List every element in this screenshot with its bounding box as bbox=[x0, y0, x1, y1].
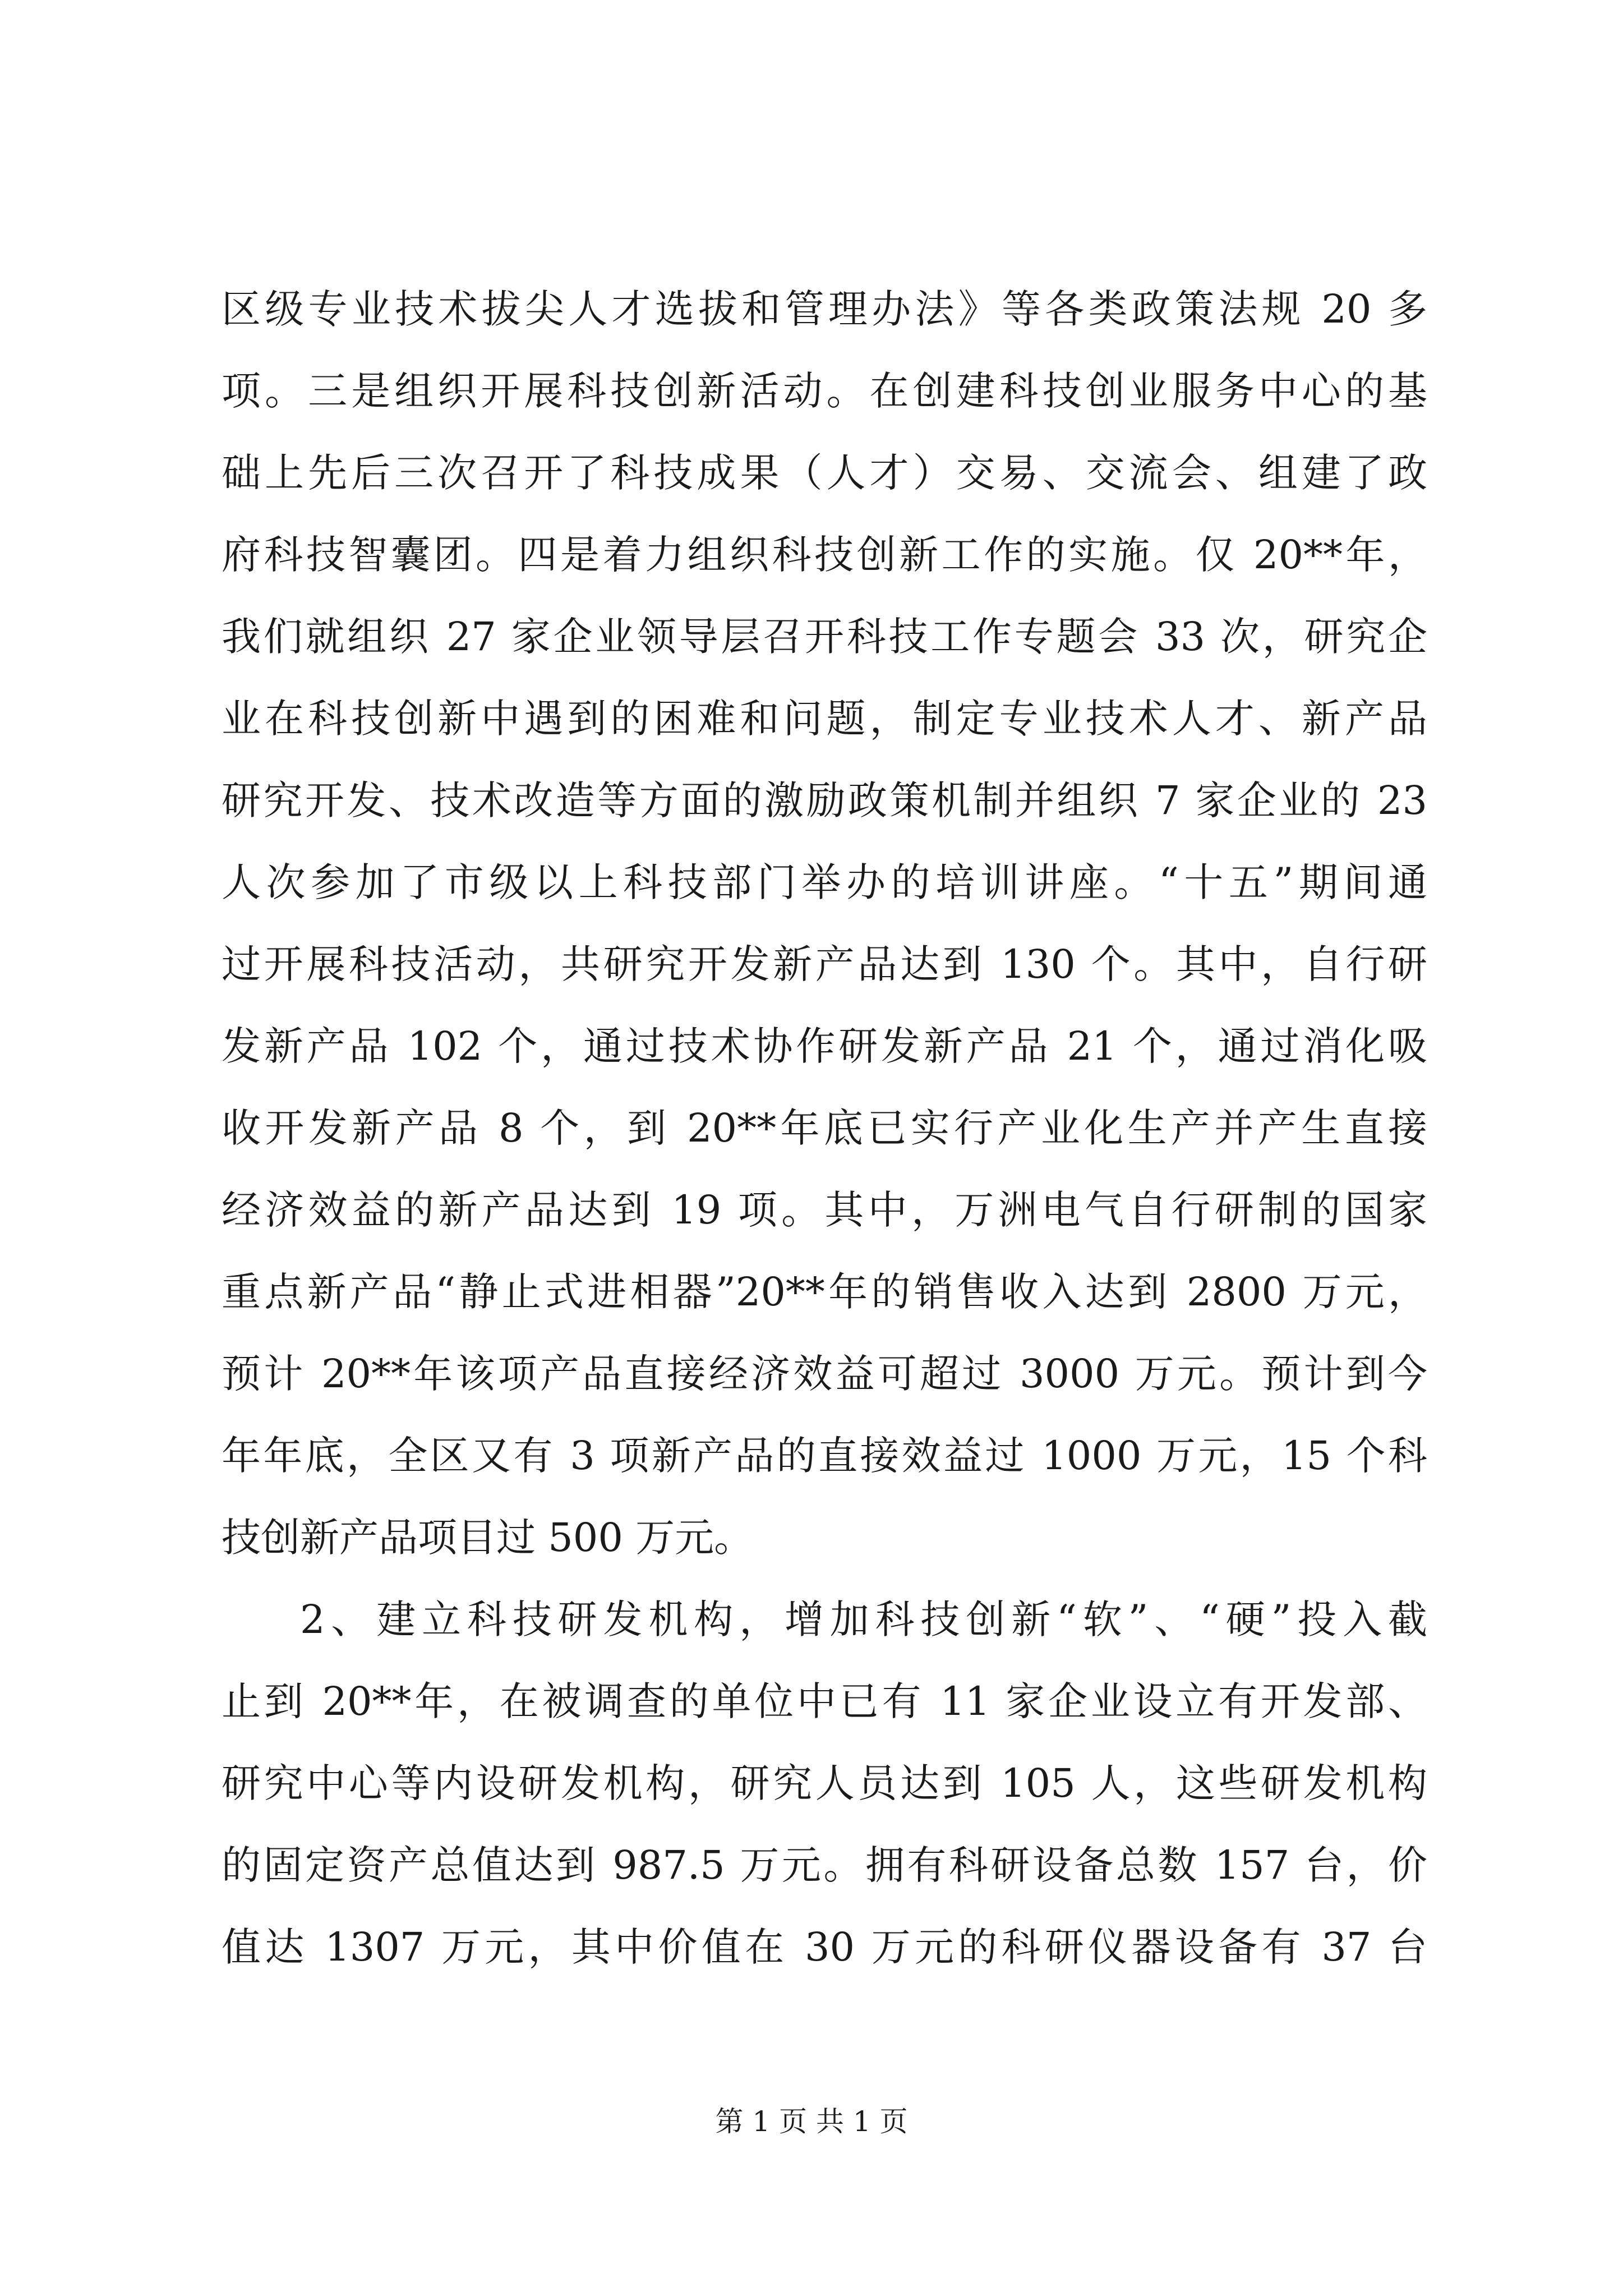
text-line: 收开发新产品 8 个，到 20**年底已实行产业化生产并产生直接 bbox=[222, 1105, 1427, 1151]
text-line: 区级专业技术拔尖人才选拔和管理办法》等各类政策法规 20 多 bbox=[222, 286, 1427, 332]
text-line: 经济效益的新产品达到 19 项。其中，万洲电气自行研制的国家 bbox=[222, 1187, 1427, 1233]
paragraph-1 bbox=[222, 268, 1427, 1579]
text-line: 技创新产品项目过 500 万元。 bbox=[222, 1515, 754, 1561]
text-line: 项。三是组织开展科技创新活动。在创建科技创业服务中心的基 bbox=[222, 368, 1427, 414]
text-line: 础上先后三次召开了科技成果（人才）交易、交流会、组建了政 bbox=[222, 450, 1427, 496]
text-line: 2、建立科技研发机构，增加科技创新“软”、“硬”投入截 bbox=[300, 1596, 1427, 1642]
text-line: 重点新产品“静止式进相器”20**年的销售收入达到 2800 万元， bbox=[222, 1269, 1427, 1315]
text-line: 人次参加了市级以上科技部门举办的培训讲座。“十五”期间通 bbox=[222, 859, 1427, 905]
text-line: 值达 1307 万元，其中价值在 30 万元的科研仪器设备有 37 台 bbox=[222, 1924, 1427, 1970]
text-line: 发新产品 102 个，通过技术协作研发新产品 21 个，通过消化吸 bbox=[222, 1023, 1427, 1069]
paragraph-2 bbox=[222, 1579, 1427, 1988]
text-line: 业在科技创新中遇到的困难和问题，制定专业技术人才、新产品 bbox=[222, 696, 1427, 742]
text-line: 年年底，全区又有 3 项新产品的直接效益过 1000 万元，15 个科 bbox=[222, 1433, 1427, 1479]
text-line: 止到 20**年，在被调查的单位中已有 11 家企业设立有开发部、 bbox=[222, 1678, 1427, 1724]
text-line: 我们就组织 27 家企业领导层召开科技工作专题会 33 次，研究企 bbox=[222, 614, 1427, 660]
text-line: 过开展科技活动，共研究开发新产品达到 130 个。其中，自行研 bbox=[222, 941, 1427, 987]
text-line: 预计 20**年该项产品直接经济效益可超过 3000 万元。预计到今 bbox=[222, 1351, 1427, 1397]
text-line: 府科技智囊团。四是着力组织科技创新工作的实施。仅 20**年， bbox=[222, 532, 1427, 578]
text-line: 研究中心等内设研发机构，研究人员达到 105 人，这些研发机构 bbox=[222, 1760, 1427, 1806]
document-body bbox=[222, 268, 1427, 1988]
text-line: 的固定资产总值达到 987.5 万元。拥有科研设备总数 157 台，价 bbox=[222, 1842, 1427, 1888]
text-line: 研究开发、技术改造等方面的激励政策机制并组织 7 家企业的 23 bbox=[222, 777, 1427, 823]
page-footer: 第 1 页 共 1 页 bbox=[715, 2105, 908, 2138]
